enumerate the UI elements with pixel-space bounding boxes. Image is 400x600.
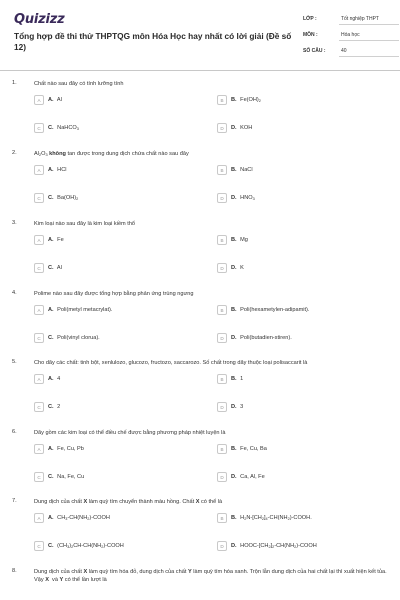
- answer-text: [48, 334, 100, 342]
- answer-content: $Fe(OH)_2$: [238, 97, 261, 103]
- answer-checkbox[interactable]: D: [217, 541, 227, 551]
- answer-text: [48, 514, 110, 522]
- answer-letter: C.: [48, 125, 54, 131]
- question-number: 2.: [12, 150, 17, 156]
- answer-checkbox[interactable]: B: [217, 235, 227, 245]
- answer-checkbox[interactable]: B: [217, 374, 227, 384]
- answer-text: [48, 166, 66, 174]
- answer-text: [231, 542, 317, 550]
- question-text: Cho dãy các chất: tinh bột, xenlulozo, glucozo, fructozo, saccarozo. Số chất trong dãy thuộc loại polisaccarit là: [34, 360, 308, 366]
- answer-letter: D.: [231, 335, 237, 341]
- answer-text: [231, 96, 261, 104]
- answer-text: [48, 542, 124, 550]
- answer-letter: B.: [231, 376, 237, 382]
- answer-checkbox[interactable]: A: [34, 513, 44, 523]
- answer-checkbox[interactable]: C: [34, 472, 44, 482]
- answer-letter: A.: [48, 167, 54, 173]
- answer-text: [48, 403, 60, 411]
- question-number: 4.: [12, 290, 17, 296]
- answer-checkbox[interactable]: D: [217, 193, 227, 203]
- answer-content: $H_2N-[CH_2]_4-CH(NH_2)$-COOH.: [238, 515, 312, 521]
- answer-content: 1: [238, 376, 244, 382]
- answer-checkbox[interactable]: A: [34, 444, 44, 454]
- answer-content: Poli(metyl metacrylat).: [55, 307, 113, 313]
- answer-checkbox[interactable]: B: [217, 444, 227, 454]
- question-number: 5.: [12, 359, 17, 365]
- answer-text: [231, 264, 244, 272]
- meta-class-row: [303, 14, 400, 28]
- answer-content: K: [238, 265, 244, 271]
- answer-letter: B.: [231, 307, 237, 313]
- quizizz-logo: Quizizz: [14, 12, 65, 27]
- meta-subject-row: [303, 30, 400, 44]
- answer-content: $Ba(OH)_2$: [55, 195, 79, 201]
- answer-checkbox[interactable]: B: [217, 513, 227, 523]
- answer-letter: D.: [231, 404, 237, 410]
- answer-content: $HNO_3$: [238, 195, 255, 201]
- answer-letter: D.: [231, 125, 237, 131]
- question-number: 7.: [12, 498, 17, 504]
- answer-text: [231, 166, 253, 174]
- answer-letter: D.: [231, 265, 237, 271]
- answer-content: 3: [238, 404, 244, 410]
- answer-letter: B.: [231, 167, 237, 173]
- answer-letter: C.: [48, 543, 54, 549]
- answer-checkbox[interactable]: C: [34, 123, 44, 133]
- answer-checkbox[interactable]: C: [34, 402, 44, 412]
- answer-text: [48, 264, 62, 272]
- meta-subject-value: Hóa học: [339, 30, 399, 41]
- answer-letter: B.: [231, 515, 237, 521]
- answer-content: Na, Fe, Cu: [55, 474, 85, 480]
- answer-checkbox[interactable]: B: [217, 165, 227, 175]
- header: [12, 10, 390, 68]
- answer-text: [231, 445, 267, 453]
- question-text: Dãy gồm các kim loại có thể điều chế được bằng phương pháp nhiệt luyện là: [34, 430, 226, 436]
- answer-letter: B.: [231, 237, 237, 243]
- answer-checkbox[interactable]: A: [34, 305, 44, 315]
- question-text: Dung dịch của chất X làm quỳ tím chuyển thành màu hồng. Chất X có thể là: [34, 499, 223, 505]
- answer-content: HOOC-$[CH_2]_2-CH(NH_2)$-COOH: [238, 543, 317, 549]
- answer-letter: D.: [231, 474, 237, 480]
- header-divider: [0, 70, 400, 71]
- answer-letter: C.: [48, 404, 54, 410]
- answer-letter: A.: [48, 376, 54, 382]
- answer-content: Fe, Cu, Pb: [55, 446, 84, 452]
- answer-text: [231, 473, 265, 481]
- answer-text: [48, 194, 78, 202]
- answer-text: [48, 375, 60, 383]
- question-text: Dung dịch của chất X làm quỳ tím hóa đỏ, dung dịch của chất Y làm quỳ tím hóa xanh. Trộn lẫn dung dịch của hai chất lại thì xuất hiện kết tủa. Vậy X và Y có thể lần lượt là: [34, 569, 387, 583]
- answer-text: [231, 514, 312, 522]
- answer-content: NaHCO$_3$: [55, 125, 79, 131]
- answer-content: Mg: [238, 237, 248, 243]
- answer-letter: D.: [231, 195, 237, 201]
- answer-checkbox[interactable]: D: [217, 123, 227, 133]
- answer-content: Fe, Cu, Ba: [238, 446, 267, 452]
- page-title: Tổng hợp đề thi thử THPTQG môn Hóa Học hay nhất có lời giải (Đề số 12): [14, 31, 292, 52]
- meta-count-label: SỐ CÂU :: [303, 48, 326, 54]
- answer-letter: A.: [48, 515, 54, 521]
- question-number: 3.: [12, 220, 17, 226]
- answer-letter: B.: [231, 446, 237, 452]
- question-text: Polime nào sau đây được tổng hợp bằng phản ứng trùng ngưng: [34, 291, 194, 297]
- answer-letter: C.: [48, 335, 54, 341]
- answer-letter: C.: [48, 474, 54, 480]
- meta-info: [303, 14, 400, 62]
- meta-count-value: 40: [339, 46, 399, 57]
- answer-text: [48, 236, 64, 244]
- answer-text: [231, 403, 243, 411]
- meta-subject-label: MÔN :: [303, 32, 318, 38]
- answer-checkbox[interactable]: A: [34, 235, 44, 245]
- answer-text: [231, 334, 292, 342]
- meta-class-label: LỚP :: [303, 16, 317, 22]
- answer-content: Ca, Al, Fe: [238, 474, 265, 480]
- answer-letter: C.: [48, 265, 54, 271]
- answer-content: HCl: [55, 167, 67, 173]
- answer-text: [231, 306, 309, 314]
- answer-text: [48, 306, 112, 314]
- answer-text: [231, 236, 248, 244]
- answer-content: Poli(butadien-stiren).: [238, 335, 292, 341]
- answer-content: Al: [55, 97, 62, 103]
- answer-checkbox[interactable]: C: [34, 193, 44, 203]
- answer-content: 4: [55, 376, 61, 382]
- answer-letter: D.: [231, 543, 237, 549]
- answer-text: [231, 194, 255, 202]
- answer-checkbox[interactable]: B: [217, 95, 227, 105]
- answer-text: [231, 124, 252, 132]
- answer-text: [48, 124, 79, 132]
- answer-text: [48, 96, 62, 104]
- answer-content: $(CH_3)_2CH-CH(NH_2)$-COOH: [55, 543, 124, 549]
- answer-letter: A.: [48, 446, 54, 452]
- question-number: 1.: [12, 80, 17, 86]
- answer-content: 2: [55, 404, 61, 410]
- answer-text: [48, 473, 84, 481]
- answer-checkbox[interactable]: C: [34, 333, 44, 343]
- answer-content: Poli(hexametylen-adipamit).: [238, 307, 310, 313]
- answer-content: Poli(vinyl clorua).: [55, 335, 100, 341]
- answer-letter: B.: [231, 97, 237, 103]
- answer-content: Al: [55, 265, 62, 271]
- answer-checkbox[interactable]: D: [217, 263, 227, 273]
- answer-letter: C.: [48, 195, 54, 201]
- question-text: $Al_2O_3$ không tan được trong dung dịch chứa chất nào sau đây: [34, 151, 189, 157]
- answer-letter: A.: [48, 307, 54, 313]
- question-number: 6.: [12, 429, 17, 435]
- answer-content: Fe: [55, 237, 64, 243]
- answer-checkbox[interactable]: D: [217, 402, 227, 412]
- answer-text: [231, 375, 243, 383]
- question-text: Kim loại nào sau đây là kim loại kiềm thổ: [34, 221, 136, 227]
- answer-checkbox[interactable]: C: [34, 541, 44, 551]
- answer-content: $CH_3-CH(NH_2)$-COOH: [55, 515, 110, 521]
- meta-class-value: Tốt nghiệp THPT: [339, 14, 399, 25]
- question-text: Chất nào sau đây có tính lưỡng tính: [34, 81, 124, 87]
- meta-count-row: [303, 46, 400, 60]
- answer-text: [48, 445, 84, 453]
- answer-checkbox[interactable]: C: [34, 263, 44, 273]
- answer-checkbox[interactable]: D: [217, 472, 227, 482]
- answer-checkbox[interactable]: D: [217, 333, 227, 343]
- question-number: 8.: [12, 568, 17, 574]
- answer-letter: A.: [48, 97, 54, 103]
- answer-checkbox[interactable]: A: [34, 374, 44, 384]
- answer-checkbox[interactable]: B: [217, 305, 227, 315]
- answer-content: KOH: [238, 125, 253, 131]
- answer-content: NaCl: [238, 167, 253, 173]
- answer-letter: A.: [48, 237, 54, 243]
- answer-checkbox[interactable]: A: [34, 165, 44, 175]
- answer-checkbox[interactable]: A: [34, 95, 44, 105]
